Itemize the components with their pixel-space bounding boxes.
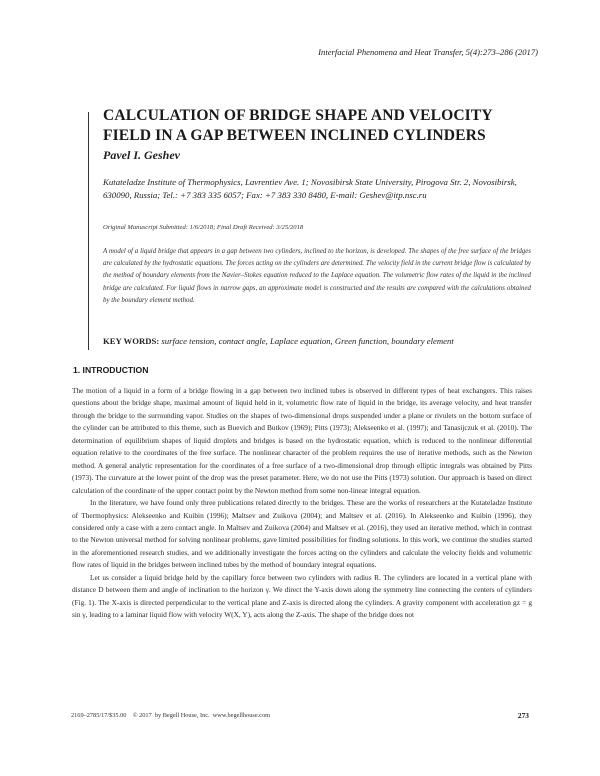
author-name: Pavel I. Geshev [103, 148, 180, 162]
introduction-body [72, 385, 532, 622]
footer-copyright: 2169–2785/17/$35.00 © 2017 by Begell House, Inc. www.begellhouse.com [71, 712, 271, 719]
abstract: A model of a liquid bridge that appears in a gap between two cylinders, inclined to the horizon, is developed. The shapes of the free surface of the bridges are calculated by the hydrostatic equations. The forces acting on the cylinders are determined. The velocity field in the current bridge flow is calculated by the method of boundary elements from the Navier–Stokes equation reduced to the Laplace equation. The volumetric flow rates of the liquid in the inclined bridge are calculated. For liquid flows in narrow gaps, an approximate model is constructed and the results are compared with the calculations obtained by the boundary element method. [103, 248, 531, 304]
section-heading-introduction: 1. INTRODUCTION [73, 365, 149, 375]
author-affiliation: Kutateladze Institute of Thermophysics, Lavrentiev Ave. 1; Novosibirsk State University, Pirogova Str. 2, Novosibirsk, 630090, Russia; Tel.: +7 383 335 6057; Fax: +7 383 330 8480, E-mail: Geshev@itp.nsc.ru [103, 177, 517, 200]
article-header-block [88, 107, 531, 350]
keywords-label: KEY WORDS: [103, 336, 160, 346]
paragraph: In the literature, we have found only three publications related directly to the bridges. These are the works of researchers at the Kutateladze Institute of Thermophysics: Alekseenko and Kuibin (1996); Maltsev and Zuikova (2004); and Maltsev et al. (2016). In Alekseenko and Kuibin (1996), they considered only a case with a zero contact angle. In Maltsev and Zuikova (2004) and Maltsev et al. (2016), they used an iterative method, which in contrast to the Newton universal method for solving nonlinear problems, gave limited possibilities for finding solutions. In this work, we continue the studies started in the aforementioned research studies, and we additionally investigate the forces acting on the cylinders and calculate the velocity fields and volumetric flow rates of liquid in the bridges between inclined tubes by the method of boundary integral equations. [72, 498, 532, 570]
paragraph: Let us consider a liquid bridge held by the capillary force between two cylinders with radius R. The cylinders are located in a vertical plane with distance D between them and angle of inclination to the horizon γ. We direct the Y-axis down along the symmetry line connecting the centers of cylinders (Fig. 1). The X-axis is directed perpendicular to the vertical plane and Z-axis is directed along the cylinders. A gravity component with acceleration gz = g sin γ, leading to a laminar liquid flow with velocity W(X, Y), acts along the Z-axis. The shape of the bridge does not [72, 572, 532, 620]
keywords-line [103, 336, 543, 346]
running-head: Interfacial Phenomena and Heat Transfer, 5(4):273–286 (2017) [318, 47, 538, 57]
keywords-list: surface tension, contact angle, Laplace equation, Green function, boundary element [161, 336, 454, 346]
page-number: 273 [517, 711, 529, 720]
article-title: CALCULATION OF BRIDGE SHAPE AND VELOCITY FIELD IN A GAP BETWEEN INCLINED CYLINDERS [103, 107, 493, 144]
manuscript-dates: Original Manuscript Submitted: 1/6/2018; Final Draft Received: 3/25/2018 [103, 224, 304, 231]
paragraph: The motion of a liquid in a form of a bridge flowing in a gap between two inclined tubes is observed in different types of heat exchangers. This raises questions about the bridge shape, maximal amount of liquid held in it, volumetric flow rate of liquid in the bridge, its average velocity, and heat transfer through the bridge to the surrounding vapor. Studies on the shapes of two-dimensional drops suspended under a plane or rivulets on the bottom surface of the cylinder can be attributed to this theme, such as Buevich and Butkov (1969); Pitts (1973); Alekseenko et al. (1997); and Tanasijczuk et al. (2010). The determination of equilibrium shapes of liquid droplets and bridges is based on the hydrostatic equation, which is reduced to the nonlinear differential equation relative to the coordinates of the free surface. The nonlinear character of the problem requires the use of iterative methods, such as the Newton method. A general analytic representation for the coordinates of a free surface of a two-dimensional drop through elliptic integrals was obtained by Pitts (1973). The curvature at the lower point of the drop was the preset parameter. Here, we do not use the Pitts (1973) solution. Our approach is based on direct calculation of the coordinate of the upper contact point by the Newton method from some non-linear integral equation. [72, 386, 532, 495]
